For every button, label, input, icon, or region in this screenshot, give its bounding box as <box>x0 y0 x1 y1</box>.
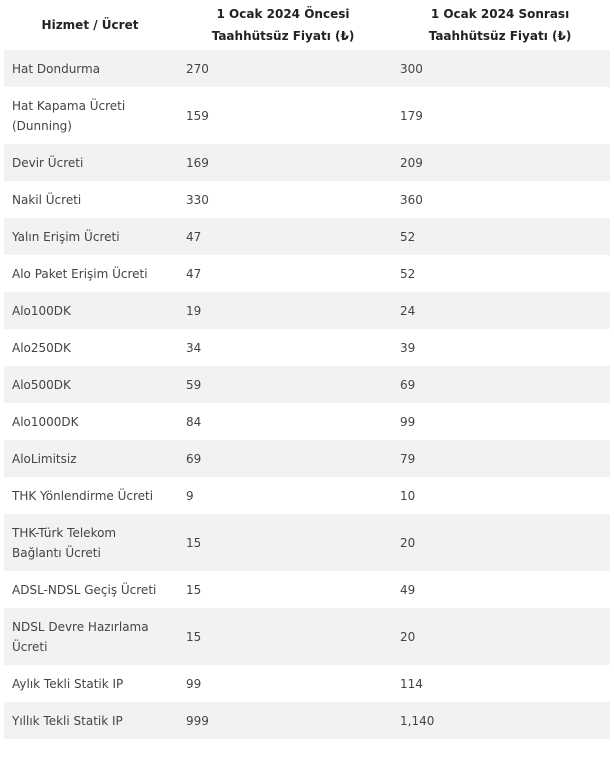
table-row <box>4 366 610 403</box>
after-price-cell: 179 <box>390 87 610 144</box>
service-cell: Hat Dondurma <box>4 50 176 87</box>
before-price-cell: 15 <box>176 571 390 608</box>
service-cell: Devir Ücreti <box>4 144 176 181</box>
after-price-cell: 24 <box>390 292 610 329</box>
before-price-cell: 47 <box>176 218 390 255</box>
after-price-cell: 39 <box>390 329 610 366</box>
header-before-price: 1 Ocak 2024 Öncesi Taahhütsüz Fiyatı (₺) <box>176 0 390 50</box>
table-row <box>4 329 610 366</box>
service-cell: Aylık Tekli Statik IP <box>4 665 176 702</box>
after-price-cell: 52 <box>390 255 610 292</box>
table-body <box>4 50 610 739</box>
after-price-cell: 20 <box>390 514 610 571</box>
service-cell: AloLimitsiz <box>4 440 176 477</box>
after-price-cell: 209 <box>390 144 610 181</box>
after-price-cell: 20 <box>390 608 610 665</box>
table-row <box>4 144 610 181</box>
after-price-cell: 49 <box>390 571 610 608</box>
service-cell: NDSL Devre Hazırlama Ücreti <box>4 608 176 665</box>
before-price-cell: 270 <box>176 50 390 87</box>
before-price-cell: 15 <box>176 608 390 665</box>
service-cell: Alo100DK <box>4 292 176 329</box>
before-price-cell: 84 <box>176 403 390 440</box>
before-price-cell: 19 <box>176 292 390 329</box>
after-price-cell: 360 <box>390 181 610 218</box>
service-cell: Hat Kapama Ücreti (Dunning) <box>4 87 176 144</box>
after-price-cell: 69 <box>390 366 610 403</box>
table-row <box>4 403 610 440</box>
service-cell: ADSL-NDSL Geçiş Ücreti <box>4 571 176 608</box>
table-header <box>4 0 610 50</box>
before-price-cell: 169 <box>176 144 390 181</box>
header-row <box>4 0 610 50</box>
before-price-cell: 999 <box>176 702 390 739</box>
table-row <box>4 702 610 739</box>
service-cell: Alo250DK <box>4 329 176 366</box>
service-cell: THK-Türk Telekom Bağlantı Ücreti <box>4 514 176 571</box>
table-row <box>4 665 610 702</box>
after-price-cell: 52 <box>390 218 610 255</box>
before-price-cell: 15 <box>176 514 390 571</box>
before-price-cell: 47 <box>176 255 390 292</box>
service-cell: Yalın Erişim Ücreti <box>4 218 176 255</box>
table-row <box>4 181 610 218</box>
before-price-cell: 69 <box>176 440 390 477</box>
after-price-cell: 10 <box>390 477 610 514</box>
before-price-cell: 59 <box>176 366 390 403</box>
before-price-cell: 9 <box>176 477 390 514</box>
table-row <box>4 608 610 665</box>
after-price-cell: 300 <box>390 50 610 87</box>
after-price-cell: 99 <box>390 403 610 440</box>
table-row <box>4 292 610 329</box>
table-row <box>4 440 610 477</box>
table-row <box>4 571 610 608</box>
price-table <box>4 0 610 739</box>
before-price-cell: 34 <box>176 329 390 366</box>
service-cell: Yıllık Tekli Statik IP <box>4 702 176 739</box>
table-row <box>4 218 610 255</box>
service-cell: Alo Paket Erişim Ücreti <box>4 255 176 292</box>
service-cell: Nakil Ücreti <box>4 181 176 218</box>
table-row <box>4 514 610 571</box>
table-row <box>4 50 610 87</box>
service-cell: Alo500DK <box>4 366 176 403</box>
table-row <box>4 87 610 144</box>
before-price-cell: 99 <box>176 665 390 702</box>
after-price-cell: 114 <box>390 665 610 702</box>
header-after-price: 1 Ocak 2024 Sonrası Taahhütsüz Fiyatı (₺) <box>390 0 610 50</box>
header-service: Hizmet / Ücret <box>4 0 176 50</box>
after-price-cell: 79 <box>390 440 610 477</box>
before-price-cell: 330 <box>176 181 390 218</box>
before-price-cell: 159 <box>176 87 390 144</box>
service-cell: THK Yönlendirme Ücreti <box>4 477 176 514</box>
table-row <box>4 255 610 292</box>
table-row <box>4 477 610 514</box>
after-price-cell: 1,140 <box>390 702 610 739</box>
service-cell: Alo1000DK <box>4 403 176 440</box>
